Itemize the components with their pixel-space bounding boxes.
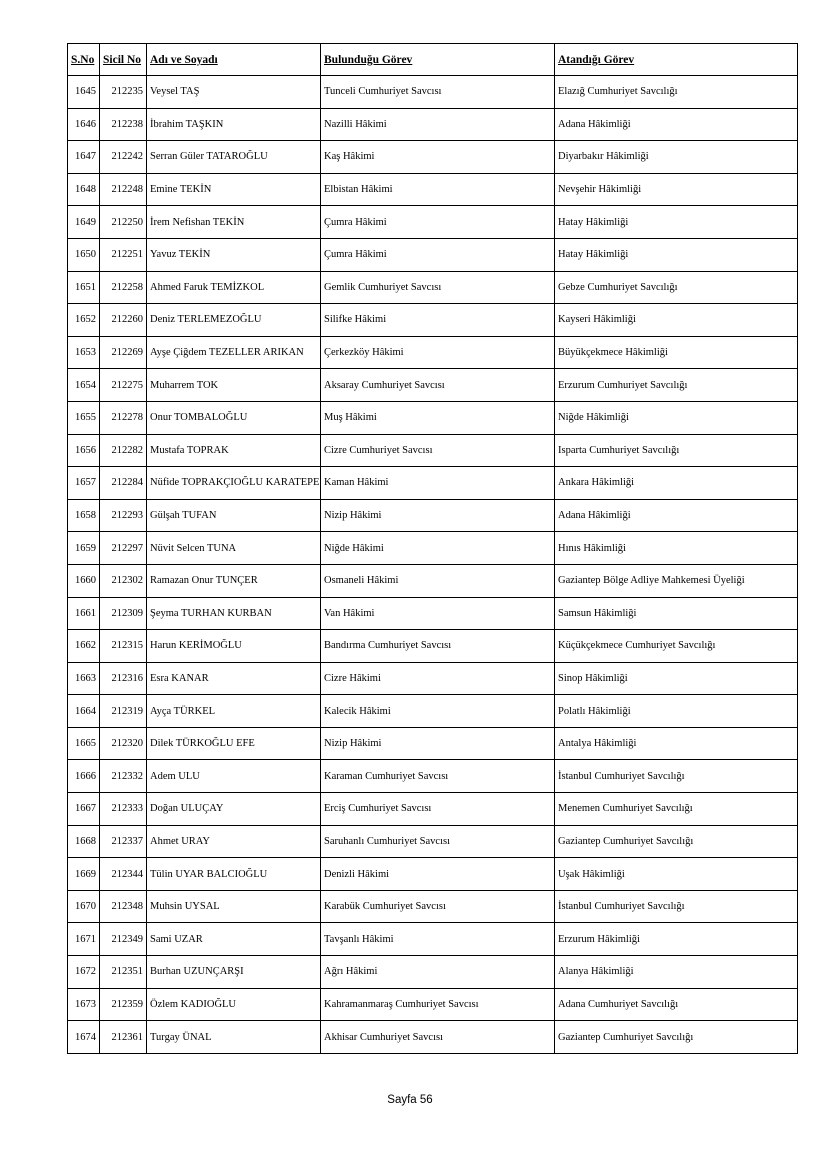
cell-assigned-position: Erzurum Hâkimliği xyxy=(555,923,798,956)
cell-sno: 1656 xyxy=(68,434,100,467)
cell-sno: 1649 xyxy=(68,206,100,239)
cell-sno: 1660 xyxy=(68,564,100,597)
cell-name: Yavuz TEKİN xyxy=(147,238,321,271)
cell-assigned-position: Erzurum Cumhuriyet Savcılığı xyxy=(555,369,798,402)
cell-assigned-position: Elazığ Cumhuriyet Savcılığı xyxy=(555,76,798,109)
cell-assigned-position: Niğde Hâkimliği xyxy=(555,401,798,434)
cell-sno: 1668 xyxy=(68,825,100,858)
table-row xyxy=(68,499,798,532)
table-row xyxy=(68,988,798,1021)
cell-name: Muhsin UYSAL xyxy=(147,890,321,923)
cell-name: Şeyma TURHAN KURBAN xyxy=(147,597,321,630)
cell-name: Mustafa TOPRAK xyxy=(147,434,321,467)
cell-current-position: Cizre Hâkimi xyxy=(321,662,555,695)
table-row xyxy=(68,597,798,630)
cell-name: Sami UZAR xyxy=(147,923,321,956)
cell-name: Nüfide TOPRAKÇIOĞLU KARATEPE xyxy=(147,467,321,500)
cell-assigned-position: Isparta Cumhuriyet Savcılığı xyxy=(555,434,798,467)
cell-name: İrem Nefishan TEKİN xyxy=(147,206,321,239)
cell-assigned-position: Samsun Hâkimliği xyxy=(555,597,798,630)
cell-assigned-position: Ankara Hâkimliği xyxy=(555,467,798,500)
cell-name: Esra KANAR xyxy=(147,662,321,695)
cell-name: Muharrem TOK xyxy=(147,369,321,402)
table-row xyxy=(68,662,798,695)
cell-current-position: Osmaneli Hâkimi xyxy=(321,564,555,597)
cell-name: Doğan ULUÇAY xyxy=(147,793,321,826)
cell-sno: 1647 xyxy=(68,141,100,174)
table-row xyxy=(68,825,798,858)
cell-name: Serran Güler TATAROĞLU xyxy=(147,141,321,174)
cell-name: Tülin UYAR BALCIOĞLU xyxy=(147,858,321,891)
cell-current-position: Çerkezköy Hâkimi xyxy=(321,336,555,369)
table-row xyxy=(68,206,798,239)
cell-sicil-no: 212361 xyxy=(100,1021,147,1054)
cell-sicil-no: 212269 xyxy=(100,336,147,369)
cell-sno: 1663 xyxy=(68,662,100,695)
cell-sno: 1655 xyxy=(68,401,100,434)
cell-sicil-no: 212351 xyxy=(100,956,147,989)
table-row xyxy=(68,238,798,271)
cell-assigned-position: Adana Hâkimliği xyxy=(555,499,798,532)
table-body xyxy=(68,76,798,1054)
cell-assigned-position: İstanbul Cumhuriyet Savcılığı xyxy=(555,890,798,923)
cell-sno: 1674 xyxy=(68,1021,100,1054)
cell-name: Ayşe Çiğdem TEZELLER ARIKAN xyxy=(147,336,321,369)
cell-name: Deniz TERLEMEZOĞLU xyxy=(147,304,321,337)
cell-current-position: Saruhanlı Cumhuriyet Savcısı xyxy=(321,825,555,858)
cell-sno: 1657 xyxy=(68,467,100,500)
cell-sno: 1653 xyxy=(68,336,100,369)
cell-sno: 1658 xyxy=(68,499,100,532)
table-row xyxy=(68,369,798,402)
cell-sno: 1664 xyxy=(68,695,100,728)
cell-assigned-position: Uşak Hâkimliği xyxy=(555,858,798,891)
header-current-position: Bulunduğu Görev xyxy=(321,44,555,76)
cell-name: Turgay ÜNAL xyxy=(147,1021,321,1054)
table-row xyxy=(68,336,798,369)
cell-assigned-position: Hatay Hâkimliği xyxy=(555,206,798,239)
cell-sicil-no: 212278 xyxy=(100,401,147,434)
cell-assigned-position: Antalya Hâkimliği xyxy=(555,727,798,760)
page-number: Sayfa 56 xyxy=(387,1094,433,1106)
table-row xyxy=(68,141,798,174)
cell-current-position: Karaman Cumhuriyet Savcısı xyxy=(321,760,555,793)
cell-sicil-no: 212349 xyxy=(100,923,147,956)
cell-sicil-no: 212320 xyxy=(100,727,147,760)
cell-current-position: Nizip Hâkimi xyxy=(321,499,555,532)
cell-sicil-no: 212275 xyxy=(100,369,147,402)
cell-sicil-no: 212260 xyxy=(100,304,147,337)
cell-current-position: Kalecik Hâkimi xyxy=(321,695,555,728)
table-row xyxy=(68,401,798,434)
table-row xyxy=(68,793,798,826)
cell-current-position: Ağrı Hâkimi xyxy=(321,956,555,989)
cell-current-position: Tunceli Cumhuriyet Savcısı xyxy=(321,76,555,109)
header-sicil-no: Sicil No xyxy=(100,44,147,76)
cell-sno: 1661 xyxy=(68,597,100,630)
cell-sno: 1650 xyxy=(68,238,100,271)
cell-assigned-position: Küçükçekmece Cumhuriyet Savcılığı xyxy=(555,630,798,663)
cell-sno: 1651 xyxy=(68,271,100,304)
cell-name: Adem ULU xyxy=(147,760,321,793)
cell-current-position: Çumra Hâkimi xyxy=(321,238,555,271)
cell-sicil-no: 212238 xyxy=(100,108,147,141)
table-row xyxy=(68,532,798,565)
cell-assigned-position: Diyarbakır Hâkimliği xyxy=(555,141,798,174)
table-row xyxy=(68,695,798,728)
table-row xyxy=(68,890,798,923)
table-row xyxy=(68,173,798,206)
cell-sicil-no: 212333 xyxy=(100,793,147,826)
cell-current-position: Kaş Hâkimi xyxy=(321,141,555,174)
cell-current-position: Gemlik Cumhuriyet Savcısı xyxy=(321,271,555,304)
cell-sno: 1669 xyxy=(68,858,100,891)
cell-assigned-position: Hınıs Hâkimliği xyxy=(555,532,798,565)
cell-assigned-position: Gebze Cumhuriyet Savcılığı xyxy=(555,271,798,304)
cell-sicil-no: 212348 xyxy=(100,890,147,923)
cell-current-position: Niğde Hâkimi xyxy=(321,532,555,565)
cell-current-position: Akhisar Cumhuriyet Savcısı xyxy=(321,1021,555,1054)
cell-sicil-no: 212248 xyxy=(100,173,147,206)
cell-sicil-no: 212319 xyxy=(100,695,147,728)
cell-sicil-no: 212284 xyxy=(100,467,147,500)
cell-sno: 1665 xyxy=(68,727,100,760)
cell-sicil-no: 212309 xyxy=(100,597,147,630)
cell-sicil-no: 212315 xyxy=(100,630,147,663)
table-row xyxy=(68,760,798,793)
cell-name: Dilek TÜRKOĞLU EFE xyxy=(147,727,321,760)
cell-sicil-no: 212344 xyxy=(100,858,147,891)
cell-sicil-no: 212293 xyxy=(100,499,147,532)
table-header xyxy=(68,44,798,76)
table-row xyxy=(68,108,798,141)
cell-sicil-no: 212235 xyxy=(100,76,147,109)
cell-assigned-position: Büyükçekmece Hâkimliği xyxy=(555,336,798,369)
cell-sno: 1670 xyxy=(68,890,100,923)
cell-sno: 1648 xyxy=(68,173,100,206)
table-row xyxy=(68,564,798,597)
cell-current-position: Nizip Hâkimi xyxy=(321,727,555,760)
table-row xyxy=(68,1021,798,1054)
cell-current-position: Aksaray Cumhuriyet Savcısı xyxy=(321,369,555,402)
header-row xyxy=(68,44,798,76)
cell-name: Emine TEKİN xyxy=(147,173,321,206)
cell-name: Özlem KADIOĞLU xyxy=(147,988,321,1021)
cell-current-position: Karabük Cumhuriyet Savcısı xyxy=(321,890,555,923)
cell-current-position: Kaman Hâkimi xyxy=(321,467,555,500)
table-row xyxy=(68,467,798,500)
cell-current-position: Nazilli Hâkimi xyxy=(321,108,555,141)
cell-name: Nüvit Selcen TUNA xyxy=(147,532,321,565)
cell-assigned-position: Hatay Hâkimliği xyxy=(555,238,798,271)
cell-sicil-no: 212316 xyxy=(100,662,147,695)
cell-assigned-position: Adana Hâkimliği xyxy=(555,108,798,141)
appointments-table xyxy=(67,43,798,1054)
cell-name: Burhan UZUNÇARŞI xyxy=(147,956,321,989)
cell-sicil-no: 212302 xyxy=(100,564,147,597)
cell-current-position: Silifke Hâkimi xyxy=(321,304,555,337)
cell-current-position: Denizli Hâkimi xyxy=(321,858,555,891)
table-row xyxy=(68,923,798,956)
cell-sno: 1662 xyxy=(68,630,100,663)
cell-sno: 1672 xyxy=(68,956,100,989)
cell-assigned-position: Polatlı Hâkimliği xyxy=(555,695,798,728)
table-row xyxy=(68,956,798,989)
cell-assigned-position: Gaziantep Bölge Adliye Mahkemesi Üyeliği xyxy=(555,564,798,597)
cell-sicil-no: 212251 xyxy=(100,238,147,271)
cell-current-position: Erciş Cumhuriyet Savcısı xyxy=(321,793,555,826)
cell-name: İbrahim TAŞKIN xyxy=(147,108,321,141)
cell-current-position: Tavşanlı Hâkimi xyxy=(321,923,555,956)
cell-current-position: Bandırma Cumhuriyet Savcısı xyxy=(321,630,555,663)
cell-sno: 1673 xyxy=(68,988,100,1021)
cell-sicil-no: 212282 xyxy=(100,434,147,467)
cell-sno: 1652 xyxy=(68,304,100,337)
cell-sicil-no: 212250 xyxy=(100,206,147,239)
header-assigned-position: Atandığı Görev xyxy=(555,44,798,76)
cell-name: Ahmet URAY xyxy=(147,825,321,858)
cell-name: Ayça TÜRKEL xyxy=(147,695,321,728)
cell-sicil-no: 212337 xyxy=(100,825,147,858)
table-row xyxy=(68,630,798,663)
cell-sno: 1645 xyxy=(68,76,100,109)
table-row xyxy=(68,727,798,760)
cell-assigned-position: Gaziantep Cumhuriyet Savcılığı xyxy=(555,825,798,858)
cell-assigned-position: Adana Cumhuriyet Savcılığı xyxy=(555,988,798,1021)
cell-name: Gülşah TUFAN xyxy=(147,499,321,532)
cell-name: Harun KERİMOĞLU xyxy=(147,630,321,663)
cell-assigned-position: Menemen Cumhuriyet Savcılığı xyxy=(555,793,798,826)
cell-sno: 1666 xyxy=(68,760,100,793)
cell-current-position: Çumra Hâkimi xyxy=(321,206,555,239)
table-row xyxy=(68,858,798,891)
cell-current-position: Cizre Cumhuriyet Savcısı xyxy=(321,434,555,467)
cell-sicil-no: 212297 xyxy=(100,532,147,565)
table-row xyxy=(68,434,798,467)
cell-sicil-no: 212242 xyxy=(100,141,147,174)
header-sno: S.No xyxy=(68,44,100,76)
cell-sicil-no: 212332 xyxy=(100,760,147,793)
cell-sno: 1671 xyxy=(68,923,100,956)
cell-name: Ramazan Onur TUNÇER xyxy=(147,564,321,597)
table-row xyxy=(68,271,798,304)
cell-name: Onur TOMBALOĞLU xyxy=(147,401,321,434)
cell-current-position: Muş Hâkimi xyxy=(321,401,555,434)
table-row xyxy=(68,304,798,337)
cell-assigned-position: Sinop Hâkimliği xyxy=(555,662,798,695)
cell-sno: 1667 xyxy=(68,793,100,826)
cell-current-position: Elbistan Hâkimi xyxy=(321,173,555,206)
cell-name: Ahmed Faruk TEMİZKOL xyxy=(147,271,321,304)
cell-assigned-position: Kayseri Hâkimliği xyxy=(555,304,798,337)
cell-assigned-position: Gaziantep Cumhuriyet Savcılığı xyxy=(555,1021,798,1054)
cell-name: Veysel TAŞ xyxy=(147,76,321,109)
cell-sno: 1646 xyxy=(68,108,100,141)
cell-assigned-position: Nevşehir Hâkimliği xyxy=(555,173,798,206)
cell-current-position: Van Hâkimi xyxy=(321,597,555,630)
cell-sno: 1659 xyxy=(68,532,100,565)
cell-sicil-no: 212258 xyxy=(100,271,147,304)
cell-current-position: Kahramanmaraş Cumhuriyet Savcısı xyxy=(321,988,555,1021)
cell-sno: 1654 xyxy=(68,369,100,402)
header-name: Adı ve Soyadı xyxy=(147,44,321,76)
cell-sicil-no: 212359 xyxy=(100,988,147,1021)
table-row xyxy=(68,76,798,109)
cell-assigned-position: Alanya Hâkimliği xyxy=(555,956,798,989)
cell-assigned-position: İstanbul Cumhuriyet Savcılığı xyxy=(555,760,798,793)
